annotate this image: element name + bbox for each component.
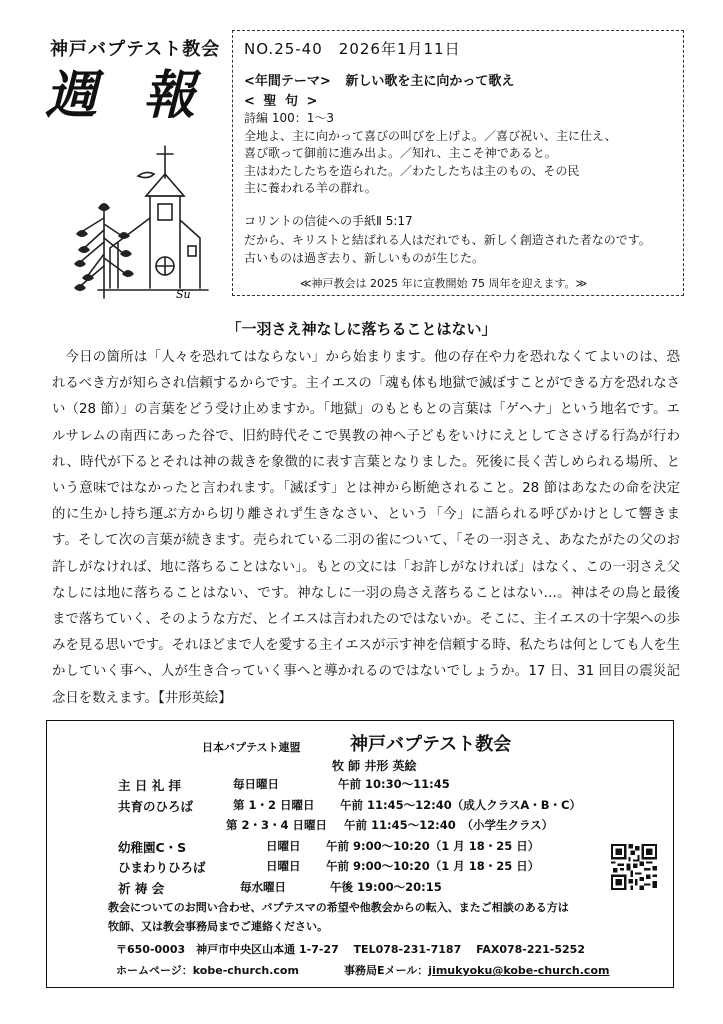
email-link[interactable]: jimukyoku@kobe-church.com xyxy=(428,964,610,977)
schedule-day: 日曜日 xyxy=(266,839,301,853)
schedule-name: ひまわりひろば xyxy=(118,860,206,875)
annual-theme xyxy=(244,70,514,89)
address: 〒650-0003 神戸市中央区山本通 1-7-27 TEL078-231-7187 FAX078-221-5252 xyxy=(116,943,585,956)
schedule-time: 午前 10:30～11:45 xyxy=(338,777,450,791)
verse-line: 主はわたしたちを造られた。／わたしたちは主のもの、その民 xyxy=(244,163,580,178)
church-name-footer: 神戸バプテスト教会 xyxy=(350,734,512,755)
schedule-time: 午前 11:45～12:40（成人クラスA・B・C） xyxy=(340,798,581,812)
email-label: 事務局Eメール： xyxy=(344,964,429,977)
verse-line: コリントの信徒への手紙Ⅱ 5:17 xyxy=(244,214,413,228)
schedule-name: 共育のひろば xyxy=(118,799,194,814)
schedule-day: 毎水曜日 xyxy=(240,880,286,894)
issue-number-date: NO.25-40 2026年1月11日 xyxy=(244,40,461,58)
schedule-day: 毎日曜日 xyxy=(233,777,279,791)
contact-line: 牧師、又は教会事務局までご連絡ください。 xyxy=(108,920,328,933)
sermon-text xyxy=(52,345,680,712)
verse-psalm xyxy=(244,110,684,198)
schedule-time: 午前 9:00～10:20（1 月 18・25 日） xyxy=(326,859,540,873)
schedule-time: 午前 9:00～10:20（1 月 18・25 日） xyxy=(326,839,540,853)
sermon-body: 今日の箇所は「人々を恐れてはならない」から始まります。他の存在や力を恐れなくてよいのは、恐れるべき方が知らされ信頼するからです。主イエスの「魂も体も地獄で滅ぼすことができる方を恐れなさい（28 節）」の言葉をどう受け止めますか。「地獄」のもともとの言葉は「ゲヘナ」という地名です。エルサレムの南西にあった谷で、旧約時代そこで異教の神へ子どもをいけにえとしてささげる行為が行われ、時代が下るとそれは神の裁きを象徴的に表す言葉となりました。死後に長く苦しめられる場所、という意味ではなかったと言われます。「滅ぼす」とは神から断絶されること。28 節はあなたの命を決定的に生かし持ち運ぶ方から切り離されず生きなさい、という「今」に語られる呼びかけとして響きます。そして次の言葉が続きます。売られている二羽の雀について、「その一羽さえ、あなたがたの父のお許しがなければ、地に落ちることはない」。もとの文には「お許しがなければ」はなく、この一羽さえ父なしには地に落ちることはない、です。神なしに一羽の鳥さえ落ちることはない…。神はその鳥と最後まで落ちていく、そのような方だ、とイエスは言われたのではないか。そこに、主イエスの十字架への歩みを見る思いです。それほどまで人を愛する主イエスが示す神を信頼する時、私たちは何としても人を生かしていく事へ、人が生き合っていく事へと導かれるのではないでしょうか。17 日、31 回目の震災記念日を数えます。【井形英絵】 xyxy=(52,350,680,706)
verse-line: 全地よ、主に向かって喜びの叫びを上げよ。／喜び祝い、主に仕え、 xyxy=(244,128,617,143)
verse-corinthians xyxy=(244,212,684,268)
email-line xyxy=(344,962,609,978)
schedule-day: 第 1・2 日曜日 xyxy=(233,798,315,812)
union-name: 日本バプテスト連盟 xyxy=(202,741,301,754)
church-sketch-icon xyxy=(38,138,228,303)
contact-line: 教会についてのお問い合わせ、バプテスマの希望や他教会からの転入、またご相談のある方は xyxy=(108,901,569,914)
verse-line: 古いものは過ぎ去り、新しいものが生じた。 xyxy=(244,251,485,265)
theme-text: 新しい歌を主に向かって歌え xyxy=(345,74,515,89)
anniversary-note: ≪神戸教会は 2025 年に宣教開始 75 周年を迎えます。≫ xyxy=(300,277,588,290)
pastor-name: 牧 師 井形 英絵 xyxy=(332,759,417,773)
verse-line: 詩編 100：1～3 xyxy=(244,111,334,125)
theme-label: <年間テーマ> xyxy=(244,74,331,89)
verse-line: 主に養われる羊の群れ。 xyxy=(244,181,377,195)
schedule-name: 主 日 礼 拝 xyxy=(118,778,182,793)
schedule-name: 幼稚園C・S xyxy=(118,840,187,855)
verse-heading: < 聖 句 > xyxy=(244,94,320,109)
verse-line: 喜び歌って御前に進み出よ。／知れ、主こそ神であると。 xyxy=(244,146,557,160)
qr-code-icon[interactable] xyxy=(611,844,657,890)
church-name: 神戸バプテスト教会 xyxy=(50,39,221,60)
homepage[interactable]: ホームページ：kobe-church.com xyxy=(116,964,299,977)
sermon-title: 「一羽さえ神なしに落ちることはない」 xyxy=(226,320,497,338)
schedule-day: 第 2・3・4 日曜日 xyxy=(226,818,328,832)
schedule-time: 午前 11:45～12:40 （小学生クラス） xyxy=(344,818,554,832)
sketch-signature: Su xyxy=(176,288,191,301)
verse-line: だから、キリストと結ばれる人はだれでも、新しく創造された者なのです。 xyxy=(244,232,651,247)
schedule-time: 午後 19:00～20:15 xyxy=(330,880,442,894)
schedule-name: 祈 祷 会 xyxy=(118,881,165,896)
bulletin-title: 週 報 xyxy=(45,65,210,126)
schedule-day: 日曜日 xyxy=(266,859,301,873)
